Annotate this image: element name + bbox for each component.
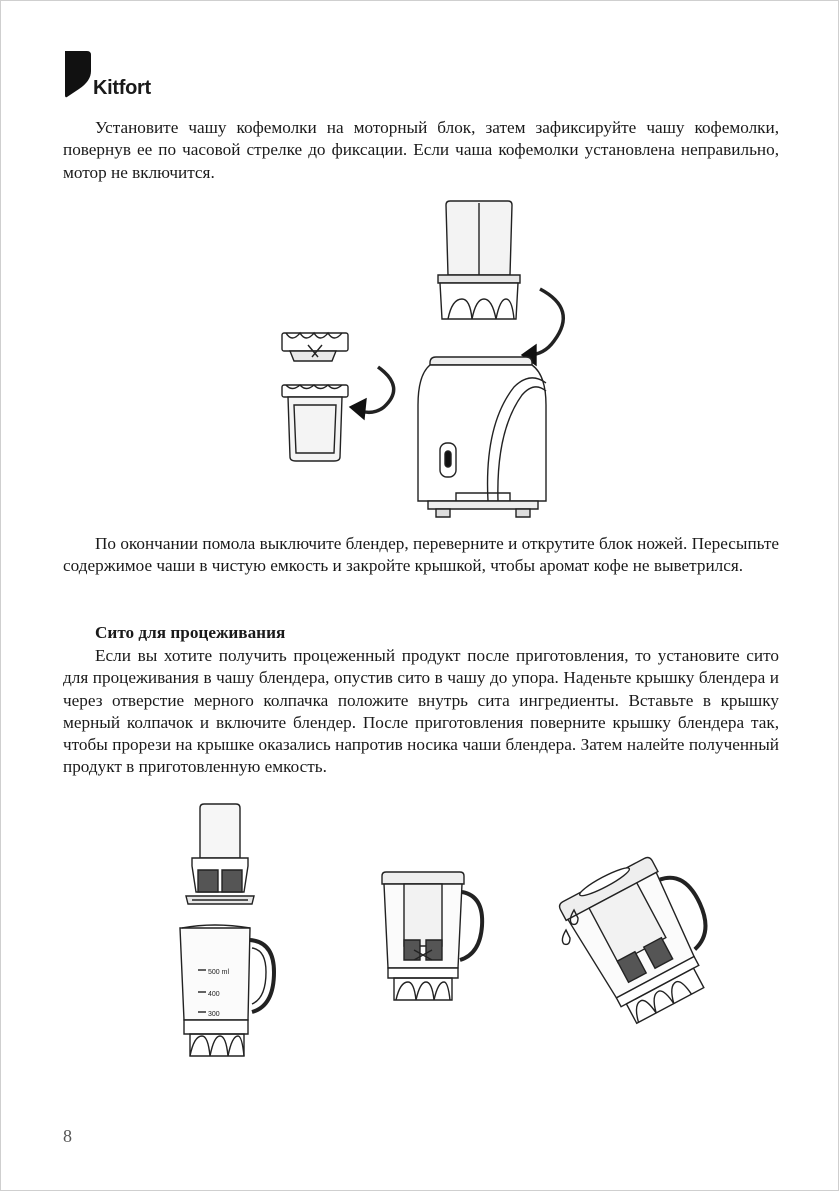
strainer-usage-figure (170, 800, 730, 1065)
strainer-illustration (186, 804, 254, 904)
tilted-jar-pouring-illustration (556, 843, 730, 1030)
jar-marking-300: 300 (208, 1011, 220, 1018)
small-cup-illustration (282, 385, 348, 461)
jar-with-strainer-illustration (382, 872, 482, 1000)
install-grinder-paragraph: Установите чашу кофемолки на моторный блок, затем зафиксируйте чашу кофемолки, повернув ее по часовой стрелке до фиксации. Если чаша кофемолки установлена неправильно, мотор не включится. (63, 118, 779, 182)
grinder-installation-figure (270, 195, 590, 525)
blender-jar-illustration (180, 925, 274, 1056)
grinder-cup-illustration (438, 201, 520, 319)
brand-name: Kitfort (93, 77, 151, 99)
strainer-paragraph: Если вы хотите получить процеженный продукт после приготовления, то установите сито для процеживания в чашу блендера, опустив сито в чашу до упора. Наденьте крышку блендера и через отверстие мерного колпачка положите внутрь сита ингредиенты. Вставьте в крышку мерный колпачок и включите блендер. После приготовления поверните крышку блендера так, чтобы прорези на крышке оказались напротив носика чаши блендера. Затем налейте полученный продукт в приготовленную емкость. (63, 646, 779, 777)
page-number: 8 (63, 1126, 72, 1146)
kitfort-logo-mark-icon (63, 51, 93, 99)
liquid-drop-icon (562, 930, 570, 944)
jar-marking-400: 400 (208, 991, 220, 998)
blade-unit-illustration (282, 333, 348, 361)
motor-base-illustration (418, 357, 546, 517)
jar-marking-500: 500 ml (208, 969, 230, 976)
after-grinding-paragraph: По окончании помола выключите блендер, переверните и открутите блок ножей. Пересыпьте содержимое чаши в чистую емкость и закройте крышкой, чтобы аромат кофе не выветрился. (63, 534, 779, 576)
strainer-heading: Сито для процеживания (95, 623, 286, 642)
brand-logo (63, 51, 173, 101)
